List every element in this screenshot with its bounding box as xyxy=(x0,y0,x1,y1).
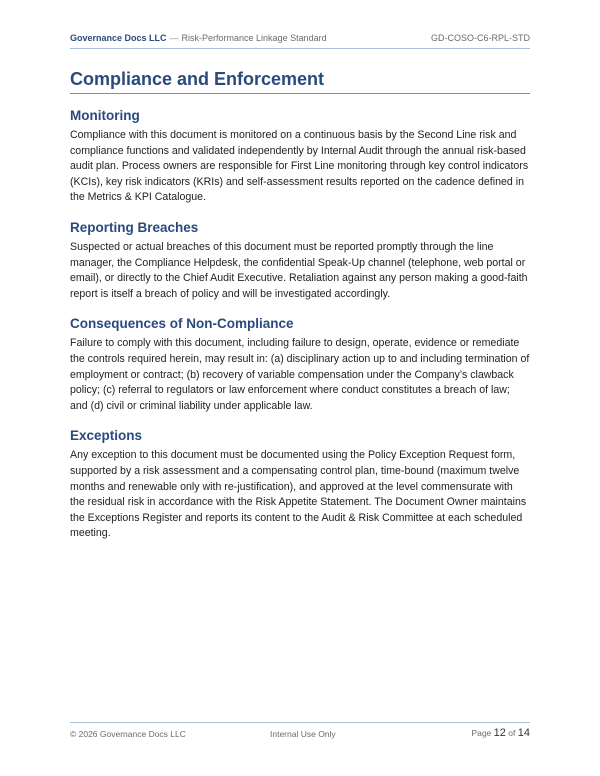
of-label: of xyxy=(508,728,516,738)
section-heading: Exceptions xyxy=(70,428,143,444)
page-number: 12 xyxy=(493,727,506,739)
section-monitoring xyxy=(70,106,530,206)
page-content xyxy=(70,66,530,542)
footer-classification: Internal Use Only xyxy=(270,729,336,739)
section-heading: Consequences of Non-Compliance xyxy=(70,316,294,332)
page-title: Compliance and Enforcement xyxy=(70,69,325,89)
title-divider xyxy=(70,93,530,94)
header-brand: Governance Docs LLC xyxy=(70,33,167,43)
section-body: Any exception to this document must be documented using the Policy Exception Request form, supported by a risk assessment and a compensating control plan, time-bound (maximum twelve months and renewable only with re-justification), and approved at the level commensurate with the residual risk in accordance with the Risk Appetite Statement. The Document Owner maintains the Exceptions Register and reports its content to the Audit & Risk Committee at each scheduled meeting. xyxy=(70,449,527,540)
header-subtitle: Risk-Performance Linkage Standard xyxy=(181,33,327,43)
page-footer xyxy=(70,729,530,743)
section-body: Suspected or actual breaches of this document must be reported promptly through the line manager, the Compliance Helpdesk, the confidential Speak-Up channel (telephone, web portal or email), or directly to the Chief Audit Executive. Retaliation against any person making a good-faith report is itself a breach of policy and will be investigated accordingly. xyxy=(70,240,528,300)
section-reporting-breaches xyxy=(70,218,530,302)
section-exceptions xyxy=(70,426,530,542)
section-body: Failure to comply with this document, including failure to design, operate, evidence or remediate the controls required herein, may result in: (a) disciplinary action up to and including termination of employment or contract; (b) recovery of variable compensation under the Company’s clawback policy; (c) referral to regulators or law enforcement where conduct constitutes a breach of law; and (d) civil or criminal liability under applicable law. xyxy=(70,337,530,412)
section-body: Compliance with this document is monitored on a continuous basis by the Second Line risk and compliance functions and validated independently by Internal Audit through the annual risk-based audit plan. Process owners are responsible for First Line monitoring through key control indicators (KCIs), key risk indicators (KRIs) and self-assessment results reported on the cadence defined in the Metrics & KPI Catalogue. xyxy=(70,129,529,204)
section-heading: Reporting Breaches xyxy=(70,219,199,235)
page-label: Page xyxy=(471,728,492,738)
header-doc-id: GD-COSO-C6-RPL-STD xyxy=(430,33,530,43)
section-heading: Monitoring xyxy=(70,108,140,123)
page-total: 14 xyxy=(517,727,530,739)
section-consequences xyxy=(70,314,530,414)
header-separator: — xyxy=(169,33,179,43)
page-indicator xyxy=(471,727,530,739)
footer-divider xyxy=(70,722,530,723)
header-divider xyxy=(70,48,530,49)
footer-copyright: © 2026 Governance Docs LLC xyxy=(70,729,186,739)
page-header xyxy=(70,33,530,49)
